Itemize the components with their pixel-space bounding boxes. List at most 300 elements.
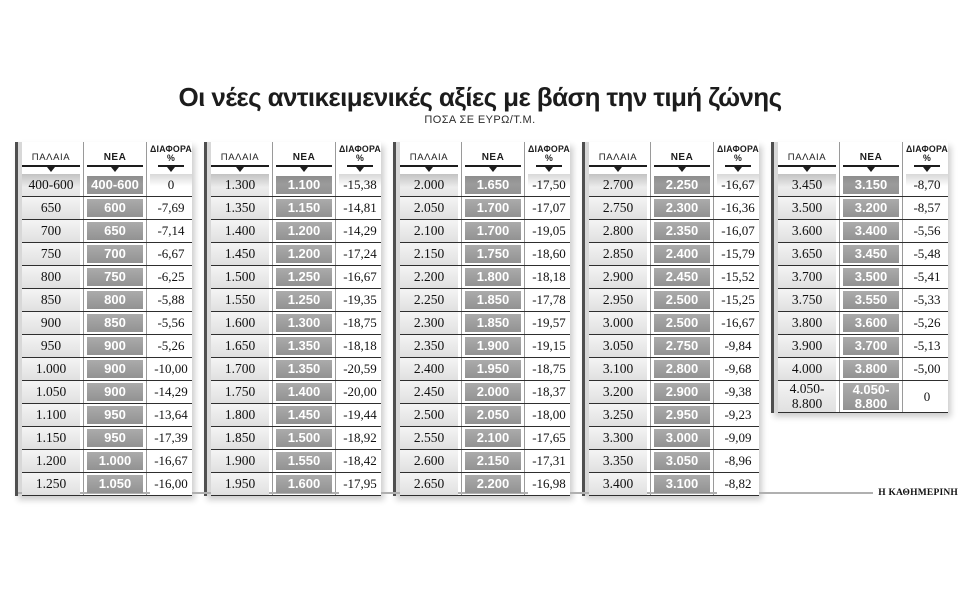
- old-value-cell: 3.100: [589, 358, 647, 380]
- new-value-cell: [654, 220, 710, 242]
- diff-value-cell: -15,38: [339, 174, 381, 196]
- new-value-cell: [654, 335, 710, 357]
- old-value-cell: 2.700: [589, 174, 647, 196]
- new-value-cell: [276, 427, 332, 449]
- new-value-cell: [654, 381, 710, 403]
- old-value-cell: 2.450: [400, 381, 458, 403]
- new-value-box: 2.950: [654, 406, 710, 424]
- column-header-label: ΝΕΑ: [859, 151, 883, 163]
- old-value-cell: 2.950: [589, 289, 647, 311]
- old-value-cell: 2.900: [589, 266, 647, 288]
- table-row: [211, 266, 381, 289]
- new-value-box: 1.700: [465, 222, 521, 240]
- table-row: [778, 358, 948, 381]
- old-value-cell: 3.250: [589, 404, 647, 426]
- old-value-cell: 3.000: [589, 312, 647, 334]
- diff-value-cell: -18,18: [339, 335, 381, 357]
- diff-value-cell: -7,69: [150, 197, 192, 219]
- old-value-cell: 2.850: [589, 243, 647, 265]
- new-value-box: 1.850: [465, 291, 521, 309]
- header-arrow-icon: [47, 167, 55, 172]
- diff-value-cell: -18,75: [339, 312, 381, 334]
- table-row: [589, 243, 759, 266]
- column-header-label: ΠΑΛΑΙΑ: [409, 152, 449, 164]
- table-row: [211, 404, 381, 427]
- old-value-cell: 1.150: [22, 427, 80, 449]
- old-value-cell: 4.000: [778, 358, 836, 380]
- new-value-box: 2.450: [654, 268, 710, 286]
- new-value-cell: [276, 266, 332, 288]
- old-value-cell: 1.400: [211, 220, 269, 242]
- diff-value-cell: -7,14: [150, 220, 192, 242]
- old-value-cell: 3.300: [589, 427, 647, 449]
- new-value-box: 1.250: [276, 291, 332, 309]
- new-value-cell: [843, 312, 899, 334]
- table-row: [400, 197, 570, 220]
- table-row: [778, 220, 948, 243]
- table-row: [211, 473, 381, 496]
- old-value-cell: 1.100: [22, 404, 80, 426]
- old-value-cell: 1.250: [22, 473, 80, 495]
- diff-value-cell: -8,57: [906, 197, 948, 219]
- new-value-cell: [654, 312, 710, 334]
- new-value-box: 3.800: [843, 360, 899, 378]
- new-value-box: 1.300: [276, 314, 332, 332]
- new-value-box: 2.300: [654, 199, 710, 217]
- old-value-cell: 750: [22, 243, 80, 265]
- table-row: [778, 381, 948, 413]
- new-value-box: 850: [87, 314, 143, 332]
- old-value-cell: 800: [22, 266, 80, 288]
- new-value-cell: [276, 289, 332, 311]
- old-value-cell: 1.200: [22, 450, 80, 472]
- old-value-cell: 2.150: [400, 243, 458, 265]
- new-value-box: 3.000: [654, 429, 710, 447]
- column-header-label: ΝΕΑ: [481, 151, 505, 163]
- new-value-cell: [87, 335, 143, 357]
- new-value-cell: [654, 404, 710, 426]
- new-value-cell: [465, 404, 521, 426]
- old-value-cell: 2.550: [400, 427, 458, 449]
- new-value-box: 800: [87, 291, 143, 309]
- column-header-diff: [339, 145, 381, 174]
- new-value-box: 1.650: [465, 176, 521, 194]
- table-row: [400, 450, 570, 473]
- diff-value-cell: -16,36: [717, 197, 759, 219]
- new-value-box: 950: [87, 429, 143, 447]
- new-value-box: 3.050: [654, 452, 710, 470]
- header-underline: [276, 165, 332, 167]
- new-value-box: 3.100: [654, 475, 710, 493]
- new-value-cell: [465, 312, 521, 334]
- column-header-label: ΔΙΑΦΟΡΑ %: [150, 143, 192, 163]
- diff-value-cell: -18,00: [528, 404, 570, 426]
- table-row: [211, 427, 381, 450]
- diff-value-cell: -5,26: [150, 335, 192, 357]
- column-header-diff: [717, 145, 759, 174]
- new-value-box: 3.700: [843, 337, 899, 355]
- header-underline: [400, 165, 458, 167]
- column-header-old: [211, 153, 269, 174]
- diff-value-cell: -17,65: [528, 427, 570, 449]
- diff-value-cell: 0: [906, 381, 948, 412]
- new-value-cell: [465, 427, 521, 449]
- column-header-label: ΔΙΑΦΟΡΑ %: [528, 143, 570, 163]
- table-row: [589, 404, 759, 427]
- diff-value-cell: -9,68: [717, 358, 759, 380]
- new-value-cell: [654, 197, 710, 219]
- old-value-cell: 400-600: [22, 174, 80, 196]
- new-value-cell: [843, 197, 899, 219]
- column-header-label: ΠΑΛΑΙΑ: [787, 152, 827, 164]
- header-underline: [654, 165, 710, 167]
- old-value-cell: 2.200: [400, 266, 458, 288]
- column-header-new: [465, 153, 521, 175]
- new-value-cell: [465, 450, 521, 472]
- diff-value-cell: -6,25: [150, 266, 192, 288]
- diff-value-cell: -14,81: [339, 197, 381, 219]
- new-value-cell: [465, 220, 521, 242]
- new-value-box: 1.100: [276, 176, 332, 194]
- header-underline: [589, 165, 647, 167]
- table-header: [778, 142, 948, 174]
- diff-value-cell: -17,78: [528, 289, 570, 311]
- old-value-cell: 3.900: [778, 335, 836, 357]
- table-row: [211, 220, 381, 243]
- new-value-cell: [654, 473, 710, 495]
- old-value-cell: 3.700: [778, 266, 836, 288]
- table-row: [22, 358, 192, 381]
- table-row: [778, 266, 948, 289]
- old-value-cell: 2.750: [589, 197, 647, 219]
- diff-value-cell: -18,75: [528, 358, 570, 380]
- diff-value-cell: -19,35: [339, 289, 381, 311]
- table-row: [400, 289, 570, 312]
- old-value-cell: 3.750: [778, 289, 836, 311]
- new-value-box: 1.350: [276, 337, 332, 355]
- new-value-box: 900: [87, 337, 143, 355]
- new-value-box: 1.800: [465, 268, 521, 286]
- header-underline: [778, 165, 836, 167]
- old-value-cell: 900: [22, 312, 80, 334]
- new-value-box: 1.850: [465, 314, 521, 332]
- new-value-cell: [654, 266, 710, 288]
- diff-value-cell: -5,48: [906, 243, 948, 265]
- old-value-cell: 2.300: [400, 312, 458, 334]
- new-value-cell: [465, 266, 521, 288]
- column-header-label: ΝΕΑ: [103, 151, 127, 163]
- new-value-cell: [276, 243, 332, 265]
- old-value-cell: 2.250: [400, 289, 458, 311]
- new-value-box: 1.400: [276, 383, 332, 401]
- new-value-box: 1.550: [276, 452, 332, 470]
- table-row: [778, 243, 948, 266]
- old-value-cell: 2.500: [400, 404, 458, 426]
- table-row: [778, 197, 948, 220]
- new-value-cell: [87, 358, 143, 380]
- diff-value-cell: -18,37: [528, 381, 570, 403]
- new-value-cell: [87, 450, 143, 472]
- new-value-cell: [276, 335, 332, 357]
- diff-value-cell: -13,64: [150, 404, 192, 426]
- new-value-cell: [654, 358, 710, 380]
- new-value-box: 1.750: [465, 245, 521, 263]
- zone-price-table-5: [771, 142, 948, 413]
- header-arrow-icon: [425, 167, 433, 172]
- header-arrow-icon: [923, 167, 931, 172]
- old-value-cell: 1.000: [22, 358, 80, 380]
- diff-value-cell: -15,25: [717, 289, 759, 311]
- header-underline: [465, 165, 521, 167]
- new-value-box: 1.900: [465, 337, 521, 355]
- table-row: [589, 220, 759, 243]
- old-value-cell: 2.350: [400, 335, 458, 357]
- table-row: [211, 358, 381, 381]
- column-header-diff: [528, 145, 570, 174]
- table-row: [22, 335, 192, 358]
- diff-value-cell: -19,44: [339, 404, 381, 426]
- new-value-cell: [87, 381, 143, 403]
- table-row: [400, 312, 570, 335]
- table-row: [589, 473, 759, 496]
- diff-value-cell: -5,26: [906, 312, 948, 334]
- new-value-box: 1.250: [276, 268, 332, 286]
- column-header-old: [589, 153, 647, 174]
- old-value-cell: 3.050: [589, 335, 647, 357]
- new-value-cell: [465, 289, 521, 311]
- table-row: [589, 312, 759, 335]
- new-value-cell: [654, 427, 710, 449]
- new-value-box: 2.750: [654, 337, 710, 355]
- table-row: [589, 381, 759, 404]
- old-value-cell: 3.450: [778, 174, 836, 196]
- new-value-box: 3.200: [843, 199, 899, 217]
- old-value-cell: 1.800: [211, 404, 269, 426]
- old-value-cell: 1.650: [211, 335, 269, 357]
- table-row: [22, 289, 192, 312]
- new-value-box: 1.350: [276, 360, 332, 378]
- column-header-diff: [150, 145, 192, 174]
- diff-value-cell: -16,98: [528, 473, 570, 495]
- new-value-box: 3.150: [843, 176, 899, 194]
- new-value-cell: [843, 289, 899, 311]
- zone-price-table-1: [15, 142, 192, 496]
- table-row: [778, 174, 948, 197]
- old-value-cell: 1.350: [211, 197, 269, 219]
- table-row: [211, 289, 381, 312]
- new-value-box: 600: [87, 199, 143, 217]
- header-arrow-icon: [803, 167, 811, 172]
- table-row: [589, 427, 759, 450]
- diff-value-cell: -15,79: [717, 243, 759, 265]
- column-header-label: ΠΑΛΑΙΑ: [31, 152, 71, 164]
- table-row: [400, 220, 570, 243]
- table-row: [400, 427, 570, 450]
- diff-value-cell: -15,52: [717, 266, 759, 288]
- new-value-cell: [465, 358, 521, 380]
- header-arrow-icon: [867, 167, 875, 172]
- new-value-box: 650: [87, 222, 143, 240]
- new-value-cell: [87, 197, 143, 219]
- new-value-box: 2.150: [465, 452, 521, 470]
- new-value-cell: [465, 473, 521, 495]
- new-value-box: 1.600: [276, 475, 332, 493]
- diff-value-cell: -17,07: [528, 197, 570, 219]
- header-underline: [211, 165, 269, 167]
- diff-value-cell: -16,67: [717, 174, 759, 196]
- page-subtitle: ΠΟΣΑ ΣΕ ΕΥΡΩ/Τ.Μ.: [424, 114, 536, 126]
- diff-value-cell: -16,67: [150, 450, 192, 472]
- header-arrow-icon: [111, 167, 119, 172]
- header-arrow-icon: [489, 167, 497, 172]
- zone-price-table-4: [582, 142, 759, 496]
- new-value-box: 2.800: [654, 360, 710, 378]
- new-value-box: 1.150: [276, 199, 332, 217]
- diff-value-cell: -19,15: [528, 335, 570, 357]
- old-value-cell: 1.750: [211, 381, 269, 403]
- table-row: [211, 174, 381, 197]
- header-underline: [87, 165, 143, 167]
- diff-value-cell: -19,57: [528, 312, 570, 334]
- zone-price-table-3: [393, 142, 570, 496]
- new-value-cell: [654, 174, 710, 196]
- old-value-cell: 2.050: [400, 197, 458, 219]
- column-header-new: [87, 153, 143, 175]
- table-row: [211, 450, 381, 473]
- table-row: [589, 450, 759, 473]
- header-underline: [536, 165, 562, 167]
- new-value-cell: [654, 450, 710, 472]
- zone-price-table-2: [204, 142, 381, 496]
- header-underline: [347, 165, 373, 167]
- diff-value-cell: -9,09: [717, 427, 759, 449]
- diff-value-cell: -5,13: [906, 335, 948, 357]
- new-value-cell: [843, 358, 899, 380]
- new-value-box: 3.550: [843, 291, 899, 309]
- diff-value-cell: -14,29: [339, 220, 381, 242]
- new-value-box: 2.400: [654, 245, 710, 263]
- new-value-box: 1.500: [276, 429, 332, 447]
- old-value-cell: 3.800: [778, 312, 836, 334]
- old-value-cell: 3.350: [589, 450, 647, 472]
- diff-value-cell: -17,31: [528, 450, 570, 472]
- diff-value-cell: -10,00: [150, 358, 192, 380]
- column-header-label: ΠΑΛΑΙΑ: [220, 152, 260, 164]
- page-title: Οι νέες αντικειμενικές αξίες με βάση την τιμή ζώνης: [178, 82, 782, 112]
- header-underline: [914, 165, 940, 167]
- new-value-cell: [843, 381, 899, 412]
- old-value-cell: 2.800: [589, 220, 647, 242]
- new-value-cell: [465, 335, 521, 357]
- diff-value-cell: -16,07: [717, 220, 759, 242]
- new-value-box: 3.500: [843, 268, 899, 286]
- new-value-box: 3.400: [843, 222, 899, 240]
- column-header-new: [654, 153, 710, 175]
- diff-value-cell: -18,42: [339, 450, 381, 472]
- new-value-cell: [276, 450, 332, 472]
- table-row: [22, 381, 192, 404]
- new-value-box: 3.600: [843, 314, 899, 332]
- table-row: [589, 266, 759, 289]
- old-value-cell: 700: [22, 220, 80, 242]
- new-value-box: 2.200: [465, 475, 521, 493]
- header-underline: [158, 165, 184, 167]
- diff-value-cell: -18,18: [528, 266, 570, 288]
- new-value-cell: [843, 243, 899, 265]
- new-value-cell: [654, 289, 710, 311]
- header-underline: [843, 165, 899, 167]
- new-value-cell: [87, 473, 143, 495]
- new-value-cell: [276, 381, 332, 403]
- old-value-cell: 3.650: [778, 243, 836, 265]
- table-header: [211, 142, 381, 174]
- table-row: [400, 473, 570, 496]
- new-value-cell: [843, 266, 899, 288]
- diff-value-cell: -5,41: [906, 266, 948, 288]
- column-header-label: ΠΑΛΑΙΑ: [598, 152, 638, 164]
- table-row: [400, 381, 570, 404]
- new-value-cell: [843, 335, 899, 357]
- new-value-box: 2.350: [654, 222, 710, 240]
- new-value-box: 750: [87, 268, 143, 286]
- new-value-cell: [465, 243, 521, 265]
- new-value-box: 1.000: [87, 452, 143, 470]
- new-value-cell: [87, 289, 143, 311]
- column-header-new: [843, 153, 899, 175]
- table-row: [400, 358, 570, 381]
- table-row: [400, 243, 570, 266]
- diff-value-cell: -8,96: [717, 450, 759, 472]
- diff-value-cell: -16,67: [339, 266, 381, 288]
- old-value-cell: 2.000: [400, 174, 458, 196]
- credit-text: Η ΚΑΘΗΜΕΡΙΝΗ: [878, 488, 958, 498]
- old-value-cell: 3.500: [778, 197, 836, 219]
- table-row: [22, 220, 192, 243]
- table-row: [22, 174, 192, 197]
- old-value-cell: 1.550: [211, 289, 269, 311]
- table-header: [589, 142, 759, 174]
- new-value-box: 4.050-8.800: [843, 383, 899, 410]
- diff-value-cell: -20,59: [339, 358, 381, 380]
- header-arrow-icon: [678, 167, 686, 172]
- new-value-cell: [276, 404, 332, 426]
- new-value-cell: [87, 243, 143, 265]
- diff-value-cell: 0: [150, 174, 192, 196]
- new-value-cell: [276, 197, 332, 219]
- old-value-cell: 4.050-8.800: [778, 381, 836, 412]
- diff-value-cell: -5,88: [150, 289, 192, 311]
- old-value-cell: 1.850: [211, 427, 269, 449]
- new-value-box: 2.900: [654, 383, 710, 401]
- old-value-cell: 1.600: [211, 312, 269, 334]
- table-row: [22, 473, 192, 496]
- new-value-box: 1.700: [465, 199, 521, 217]
- diff-value-cell: -17,24: [339, 243, 381, 265]
- column-header-label: ΝΕΑ: [670, 151, 694, 163]
- new-value-cell: [276, 312, 332, 334]
- table-row: [211, 381, 381, 404]
- new-value-box: 1.450: [276, 406, 332, 424]
- old-value-cell: 1.900: [211, 450, 269, 472]
- header-arrow-icon: [614, 167, 622, 172]
- diff-value-cell: -9,84: [717, 335, 759, 357]
- diff-value-cell: -17,39: [150, 427, 192, 449]
- old-value-cell: 3.400: [589, 473, 647, 495]
- header-arrow-icon: [300, 167, 308, 172]
- new-value-box: 700: [87, 245, 143, 263]
- column-header-label: ΔΙΑΦΟΡΑ %: [717, 143, 759, 163]
- new-value-cell: [87, 266, 143, 288]
